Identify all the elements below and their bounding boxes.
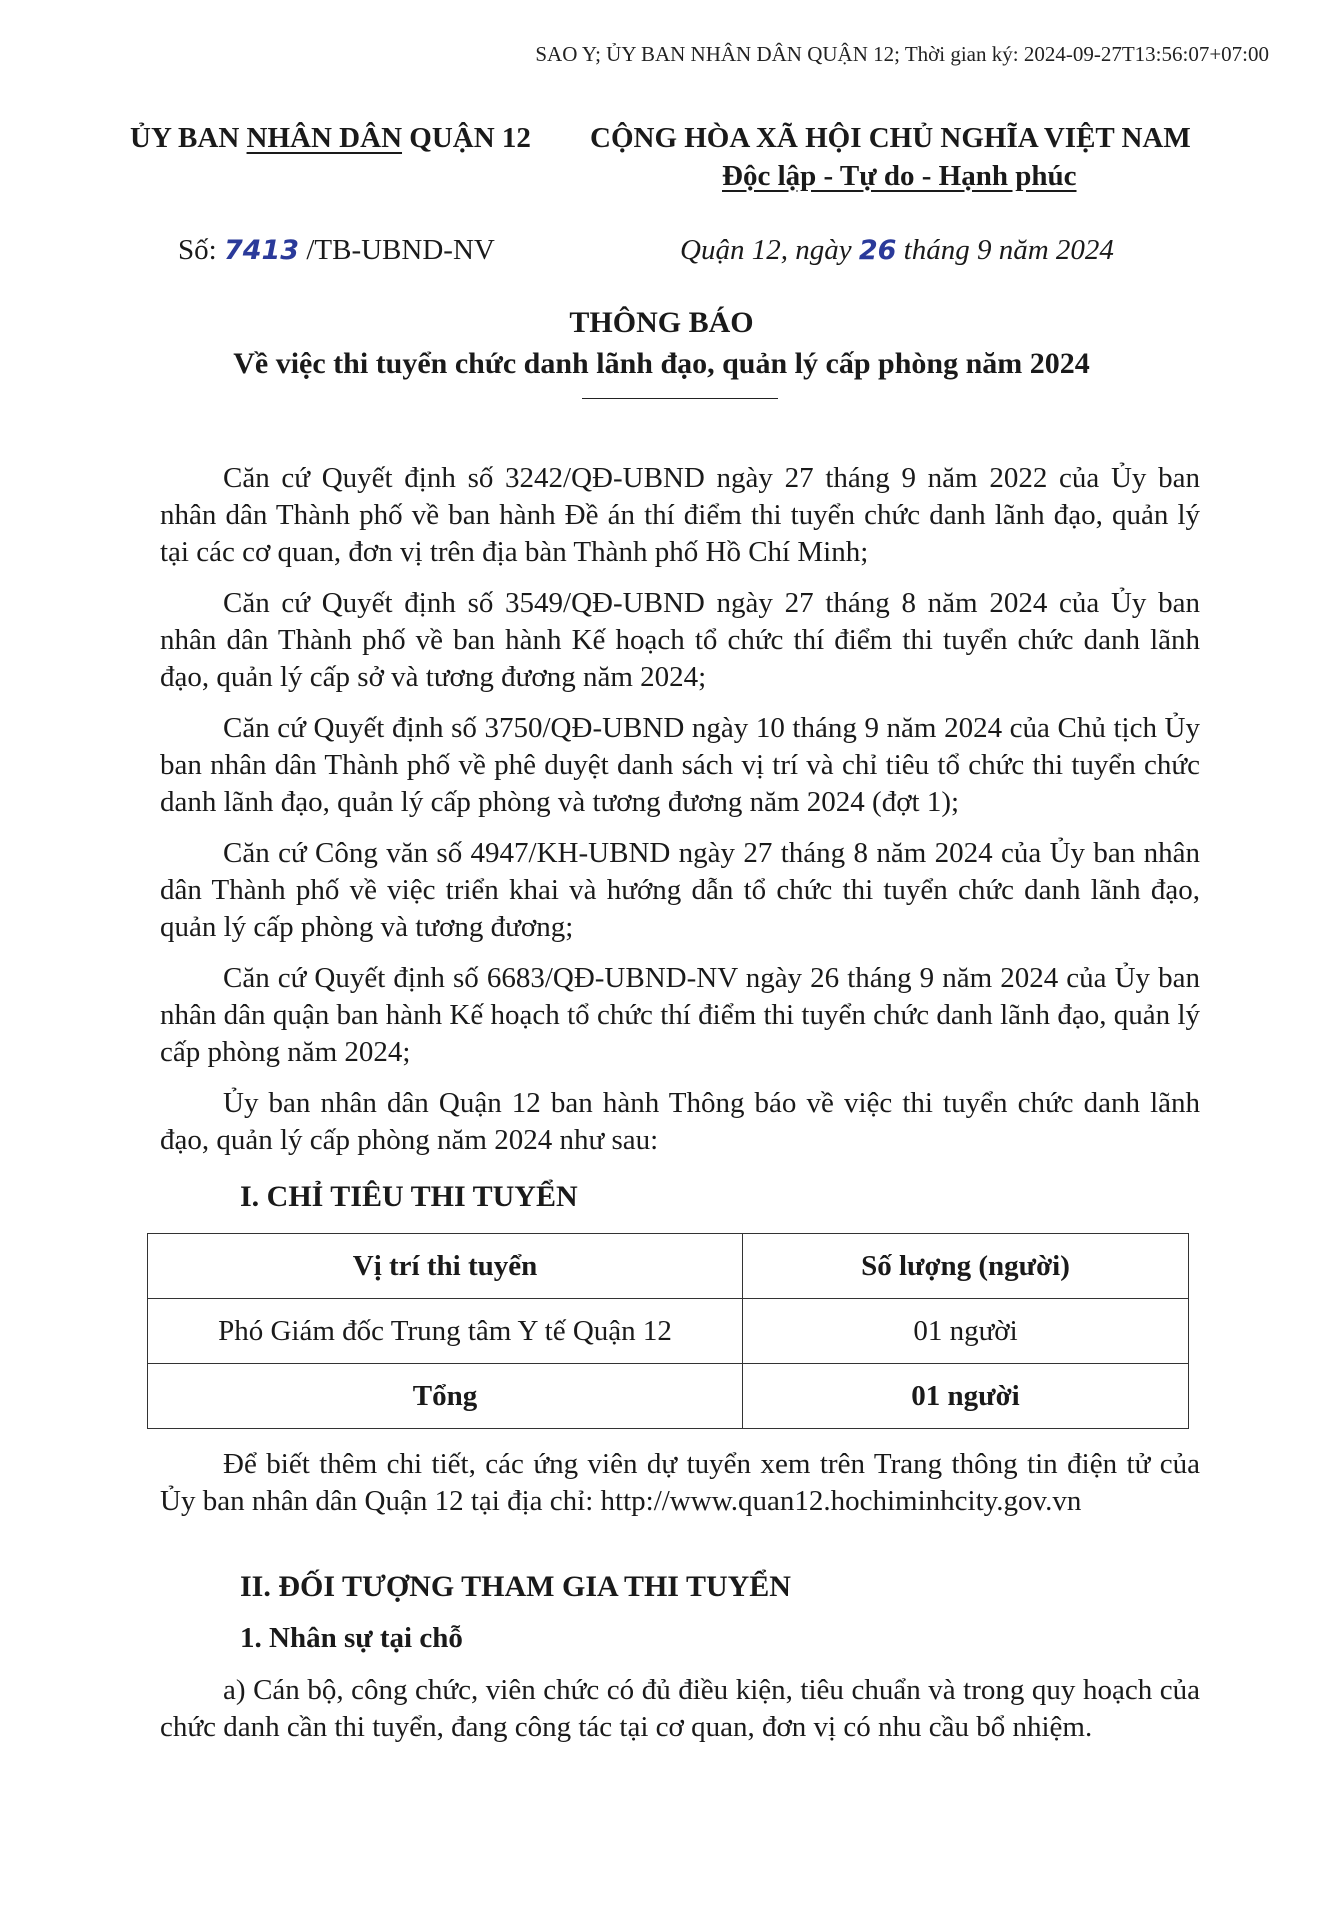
table-header-cell: Vị trí thi tuyển <box>148 1234 743 1299</box>
national-motto: Độc lập - Tự do - Hạnh phúc <box>722 160 1077 192</box>
table-row <box>148 1299 1189 1364</box>
paragraph: a) Cán bộ, công chức, viên chức có đủ điều kiện, tiêu chuẩn và trong quy hoạch của chức danh cần thi tuyển, đang công tác tại cơ quan, đơn vị có nhu cầu bổ nhiệm. <box>160 1674 1200 1743</box>
quota-table <box>147 1233 1189 1429</box>
document-number: Số: 7413 /TB-UBND-NV <box>178 234 495 266</box>
handwritten-number: 7413 <box>223 235 300 266</box>
document-date: Quận 12, ngày 26 tháng 9 năm 2024 <box>680 234 1114 266</box>
issuing-organization: ỦY BAN NHÂN DÂN QUẬN 12 <box>130 122 531 154</box>
table-cell: 01 người <box>743 1364 1189 1429</box>
table-header-row <box>148 1234 1189 1299</box>
paragraph: Căn cứ Quyết định số 3549/QĐ-UBND ngày 27 tháng 8 năm 2024 của Ủy ban nhân dân Thành phố về ban hành Kế hoạch tổ chức thí điểm thi tuyển chức danh lãnh đạo, quản lý cấp sở và tương đương năm 2024; <box>160 587 1200 693</box>
national-title: CỘNG HÒA XÃ HỘI CHỦ NGHĨA VIỆT NAM <box>590 122 1191 154</box>
legal-basis <box>160 460 1200 1173</box>
title-divider <box>582 398 778 399</box>
table-cell: 01 người <box>743 1299 1189 1364</box>
paragraph: Căn cứ Quyết định số 3750/QĐ-UBND ngày 10 tháng 9 năm 2024 của Chủ tịch Ủy ban nhân dân Thành phố về phê duyệt danh sách vị trí và chỉ tiêu tổ chức thi tuyển chức danh lãnh đạo, quản lý cấp phòng và tương đương năm 2024 (đợt 1); <box>160 712 1200 818</box>
table-total-row <box>148 1364 1189 1429</box>
handwritten-day: 26 <box>858 235 897 266</box>
paragraph: Ủy ban nhân dân Quận 12 ban hành Thông báo về việc thi tuyển chức danh lãnh đạo, quản lý cấp phòng năm 2024 như sau: <box>160 1087 1200 1156</box>
table-cell: Tổng <box>148 1364 743 1429</box>
info-section <box>160 1446 1200 1534</box>
subsection-heading: 1. Nhân sự tại chỗ <box>240 1622 463 1654</box>
document-title: THÔNG BÁO <box>569 306 754 339</box>
document-subtitle: Về việc thi tuyển chức danh lãnh đạo, quản lý cấp phòng năm 2024 <box>233 347 1090 380</box>
signature-stamp-text: SAO Y; ỦY BAN NHÂN DÂN QUẬN 12; Thời gian ký: 2024-09-27T13:56:07+07:00 <box>535 42 1269 66</box>
paragraph: Để biết thêm chi tiết, các ứng viên dự tuyển xem trên Trang thông tin điện tử của Ủy ban nhân dân Quận 12 tại địa chỉ: http://www.quan12.hochiminhcity.gov.vn <box>160 1448 1200 1517</box>
table-cell: Phó Giám đốc Trung tâm Y tế Quận 12 <box>148 1299 743 1364</box>
item-a-section <box>160 1672 1200 1760</box>
section-heading: II. ĐỐI TƯỢNG THAM GIA THI TUYỂN <box>240 1570 791 1603</box>
section-heading: I. CHỈ TIÊU THI TUYỂN <box>240 1180 578 1213</box>
table-header-cell: Số lượng (người) <box>743 1234 1189 1299</box>
paragraph: Căn cứ Quyết định số 3242/QĐ-UBND ngày 27 tháng 9 năm 2022 của Ủy ban nhân dân Thành phố về ban hành Đề án thí điểm thi tuyển chức danh lãnh đạo, quản lý tại các cơ quan, đơn vị trên địa bàn Thành phố Hồ Chí Minh; <box>160 462 1200 568</box>
paragraph: Căn cứ Quyết định số 6683/QĐ-UBND-NV ngày 26 tháng 9 năm 2024 của Ủy ban nhân dân quận ban hành Kế hoạch tổ chức thí điểm thi tuyển chức danh lãnh đạo, quản lý cấp phòng năm 2024; <box>160 962 1200 1068</box>
paragraph: Căn cứ Công văn số 4947/KH-UBND ngày 27 tháng 8 năm 2024 của Ủy ban nhân dân Thành phố về việc triển khai và hướng dẫn tổ chức thi tuyển chức danh lãnh đạo, quản lý cấp phòng và tương đương; <box>160 837 1200 943</box>
